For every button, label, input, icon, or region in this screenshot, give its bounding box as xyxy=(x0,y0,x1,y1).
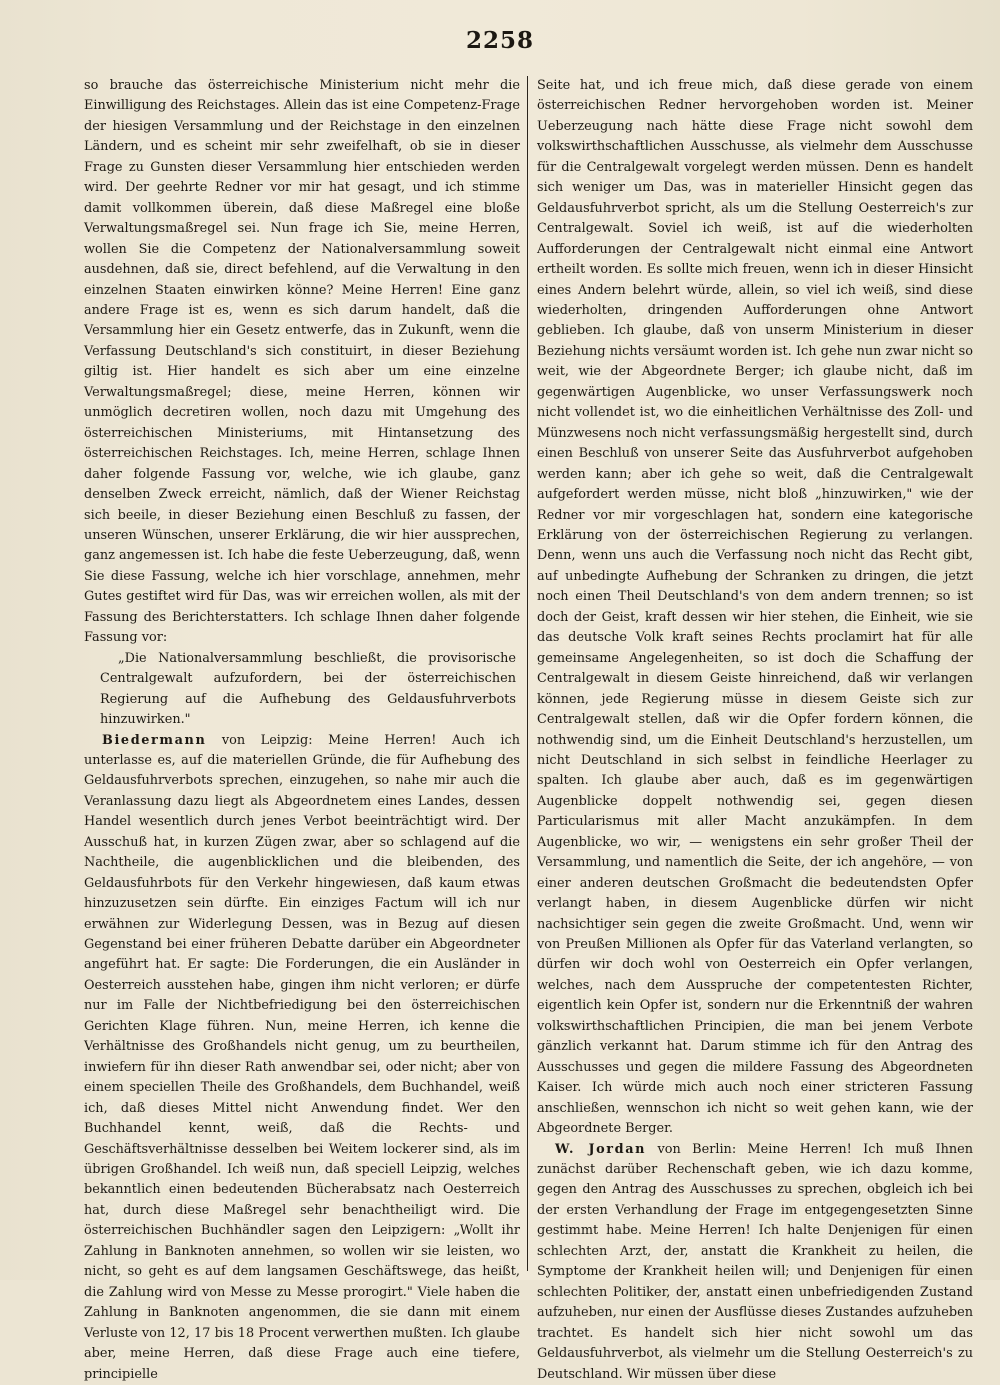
speech-biedermann xyxy=(84,731,520,1385)
speaker-name: W. Jordan xyxy=(555,1142,646,1157)
speech-text: von Leipzig: Meine Herren! Auch ich unterlasse es, auf die materiellen Gründe, die für Aufhebung des Geldausfuhrverbots sprechen, einzugehen, so nahe mir auch die Veranlassung dazu liegt als Abgeordnetem eines Landes, dessen Handel wesentlich durch jenes Verbot beeinträchtigt wird. Der Ausschuß hat, in kurzen Zügen zwar, aber so schlagend auf die Nachtheile, die augenblicklichen und die bleibenden, des Geldausfuhrbots für den Verkehr hingewiesen, daß kaum etwas hinzuzusetzen sein dürfte. Ein einziges Factum will ich nur erwähnen zur Widerlegung Dessen, was in Bezug auf diesen Gegenstand bei einer früheren Debatte darüber ein Abgeordneter angeführt hat. Er sagte: Die Forderungen, die ein Ausländer in Oesterreich ausstehen habe, gingen ihm nicht verloren; er dürfe nur im Falle der Nichtbefriedigung bei den österreichischen Gerichten Klage führen. Nun, meine Herren, ich kenne die Verhältnisse des Großhandels nicht genug, um zu beurtheilen, inwiefern für ihn dieser Rath anwendbar sei, oder nicht; aber von einem speciellen Theile des Großhandels, dem Buchhandel, weiß ich, daß dieses Mittel nicht Anwendung findet. Wer den Buchhandel kennt, weiß, daß die Rechts- und Geschäftsverhältnisse desselben bei Weitem lockerer sind, als im übrigen Großhandel. Ich weiß nun, daß speciell Leipzig, welches bekanntlich einen bedeutenden Bücherabsatz nach Oesterreich hat, durch diese Maßregel sehr benachtheiligt wird. Die österreichischen Buchhändler sagen den Leipzigern: „Wollt ihr Zahlung in Banknoten annehmen, so wollen wir sie leisten, wo nicht, so geht es auf dem langsamen Geschäftswege, das heißt, die Zahlung wird von Messe zu Messe prorogirt." Viele haben die Zahlung in Banknoten angenommen, die sie dann mit einem Verluste von 12, 17 bis 18 Procent verwerthen mußten. Ich glaube aber, meine Herren, daß diese Frage auch eine tiefere, principielle xyxy=(84,733,520,1382)
page-number: 2258 xyxy=(0,27,1000,54)
speaker-name: Biedermann xyxy=(102,733,206,748)
paragraph-continued: so brauche das österreichische Ministerium nicht mehr die Einwilligung des Reichstages. Allein das ist eine Competenz-Frage der hiesigen Versammlung und der Reichstage in den einzelnen Ländern, und es scheint mir sehr zweifelhaft, ob sie in dieser Frage zu Gunsten dieser Versammlung hier entschieden werden wird. Der geehrte Redner vor mir hat gesagt, und ich stimme damit vollkommen überein, daß diese Maßregel eine bloße Verwaltungsmaßregel sei. Nun frage ich Sie, meine Herren, wollen Sie die Competenz der Nationalversammlung soweit ausdehnen, daß sie, direct befehlend, auf die Verwaltung in den einzelnen Staaten einwirken könne? Meine Herren! Eine ganz andere Frage ist es, wenn es sich darum handelt, daß die Versammlung hier ein Gesetz entwerfe, das in Zukunft, wenn die Verfassung Deutschland's sich constituirt, in dieser Beziehung giltig ist. Hier handelt es sich aber um eine einzelne Verwaltungsmaßregel; diese, meine Herren, können wir unmöglich decretiren wollen, noch dazu mit Umgehung des österreichischen Ministeriums, mit Hintansetzung des österreichischen Reichstages. Ich, meine Herren, schlage Ihnen daher folgende Fassung vor, welche, wie ich glaube, ganz denselben Zweck erreicht, nämlich, daß der Wiener Reichstag sich beeile, in dieser Beziehung einen Beschluß zu fassen, der unseren Wünschen, unserer Erklärung, die wir hier aussprechen, ganz angemessen ist. Ich habe die feste Ueberzeugung, daß, wenn Sie diese Fassung, welche ich hier vorschlage, annehmen, mehr Gutes gestiftet wird für Das, was wir erreichen wollen, als mit der Fassung des Berichterstatters. Ich schlage Ihnen daher folgende Fassung vor: xyxy=(84,76,520,649)
speech-text: von Berlin: Meine Herren! Ich muß Ihnen zunächst darüber Rechenschaft geben, wie ich dazu komme, gegen den Antrag des Ausschusses zu sprechen, obgleich ich bei der ersten Verhandlung der Frage im entgegengesetzten Sinne gestimmt habe. Meine Herren! Ich halte Denjenigen für einen schlechten Arzt, der, anstatt die Krankheit zu heilen, die Symptome der Krankheit heilen will; und Denjenigen für einen schlechten Politiker, der, anstatt einen unbefriedigenden Zustand aufzuheben, nur einen der Ausflüsse dieses Zustandes aufzuheben trachtet. Es handelt sich hier nicht sowohl um das Geldausfuhrverbot, als vielmehr um die Stellung Oesterreich's zu Deutschland. Wir müssen über diese xyxy=(537,1142,973,1382)
paragraph-continued: Seite hat, und ich freue mich, daß diese gerade von einem österreichischen Redner hervorgehoben worden ist. Meiner Ueberzeugung nach hätte diese Frage nicht sowohl dem volkswirthschaftlichen Ausschusse, als vielmehr dem Ausschusse für die Centralgewalt vorgelegt werden müssen. Denn es handelt sich weniger um Das, was in materieller Hinsicht gegen das Geldausfuhrverbot spricht, als um die Stellung Oesterreich's zur Centralgewalt. Soviel ich weiß, ist auf die wiederholten Aufforderungen der Centralgewalt nicht einmal eine Antwort ertheilt worden. Es sollte mich freuen, wenn ich in dieser Hinsicht eines Andern belehrt würde, allein, so viel ich weiß, sind diese wiederholten, dringenden Aufforderungen ohne Antwort geblieben. Ich glaube, daß von unserm Ministerium in dieser Beziehung nichts versäumt worden ist. Ich gehe nun zwar nicht so weit, wie der Abgeordnete Berger; ich glaube nicht, daß im gegenwärtigen Augenblicke, wo unser Verfassungswerk noch nicht vollendet ist, wo die einheitlichen Verhältnisse des Zoll- und Münzwesens noch nicht verfassungsmäßig hergestellt sind, durch einen Beschluß von unserer Seite das Ausfuhrverbot aufgehoben werden kann; aber ich gehe so weit, daß die Centralgewalt aufgefordert werden müsse, nicht bloß „hinzuwirken," wie der Redner vor mir vorgeschlagen hat, sondern eine kategorische Erklärung von der österreichischen Regierung zu verlangen. Denn, wenn uns auch die Verfassung noch nicht das Recht gibt, auf unbedingte Aufhebung der Schranken zu dringen, die jetzt noch einen Theil Deutschland's von dem andern trennen; so ist doch der Geist, kraft dessen wir hier stehen, die Einheit, wie sie das deutsche Volk kraft seines Rechts proclamirt hat für alle gemeinsame Angelegenheiten, so ist doch die Schaffung der Centralgewalt in diesem Geiste hinreichend, daß wir verlangen können, jede Regierung müsse in diesem Geiste sich zur Centralgewalt stellen, daß wir die Opfer fordern können, die nothwendig sind, um die Einheit Deutschland's herzustellen, um nicht Deutschland in sich selbst in feindliche Heerlager zu spalten. Ich glaube aber auch, daß es im gegenwärtigen Augenblicke doppelt nothwendig sei, gegen diesen Particularismus mit aller Macht anzukämpfen. In dem Augenblicke, wo wir, — wenigstens ein sehr großer Theil der Versammlung, und namentlich die Seite, der ich angehöre, — von einer anderen deutschen Großmacht die bedeutendsten Opfer verlangt haben, in diesem Augenblicke dürfen wir nicht nachsichtiger sein gegen die zweite Großmacht. Und, wenn wir von Preußen Millionen als Opfer für das Vaterland verlangten, so dürfen wir doch wohl von Oesterreich ein Opfer verlangen, welches, nach dem Ausspruche der competentesten Richter, eigentlich kein Opfer ist, sondern nur die Erkenntniß der wahren volkswirthschaftlichen Principien, die man bei jenem Verbote gänzlich verkannt hat. Darum stimme ich für den Antrag des Ausschusses und gegen die mildere Fassung des Abgeordneten Kaiser. Ich würde mich auch noch einer stricteren Fassung anschließen, wennschon ich nicht so weit gehen kann, wie der Abgeordnete Berger. xyxy=(537,76,973,1140)
right-column xyxy=(537,76,973,1271)
speech-jordan xyxy=(537,1140,973,1385)
column-divider xyxy=(527,76,528,1271)
proposed-wording-quote: „Die Nationalversammlung beschließt, die provisorische Centralgewalt aufzufordern, bei der österreichischen Regierung auf die Aufhebung des Geldausfuhrverbots hinzuwirken." xyxy=(84,649,520,731)
left-column xyxy=(84,76,520,1271)
